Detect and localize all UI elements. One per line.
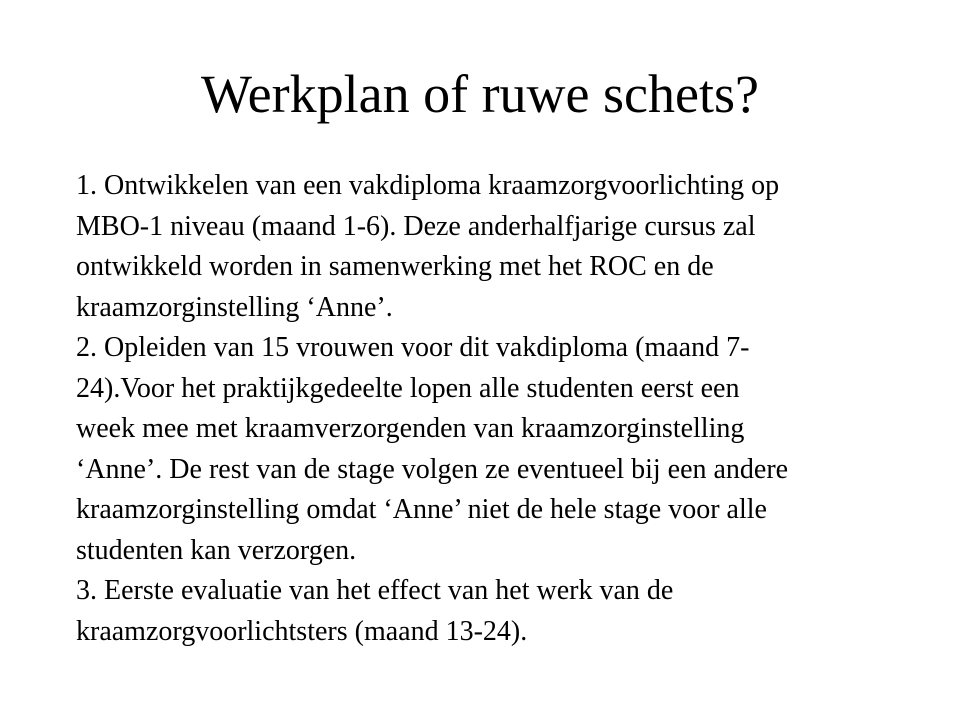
slide-title: Werkplan of ruwe schets?	[201, 64, 759, 124]
slide-body	[76, 166, 896, 652]
body-line: 2. Opleiden van 15 vrouwen voor dit vakdiploma (maand 7-	[76, 332, 750, 363]
body-line: studenten kan verzorgen.	[76, 534, 357, 566]
body-line: kraamzorgvoorlichtsters (maand 13-24).	[76, 615, 528, 647]
body-line: 3. Eerste evaluatie van het effect van het werk van de	[76, 575, 674, 606]
body-line: MBO-1 niveau (maand 1-6). Deze anderhalfjarige cursus zal	[76, 210, 756, 242]
body-line: 1. Ontwikkelen van een vakdiploma kraamzorgvoorlichting op	[76, 170, 780, 201]
body-line: ‘Anne’. De rest van de stage volgen ze eventueel bij een andere	[76, 453, 789, 485]
body-line: 24).Voor het praktijkgedeelte lopen alle studenten eerst een	[76, 372, 740, 404]
body-line: week mee met kraamverzorgenden van kraamzorginstelling	[76, 413, 745, 444]
body-line: kraamzorginstelling omdat ‘Anne’ niet de hele stage voor alle	[76, 494, 767, 525]
body-line: kraamzorginstelling ‘Anne’.	[76, 291, 393, 323]
body-line: ontwikkeld worden in samenwerking met het ROC en de	[76, 251, 714, 282]
